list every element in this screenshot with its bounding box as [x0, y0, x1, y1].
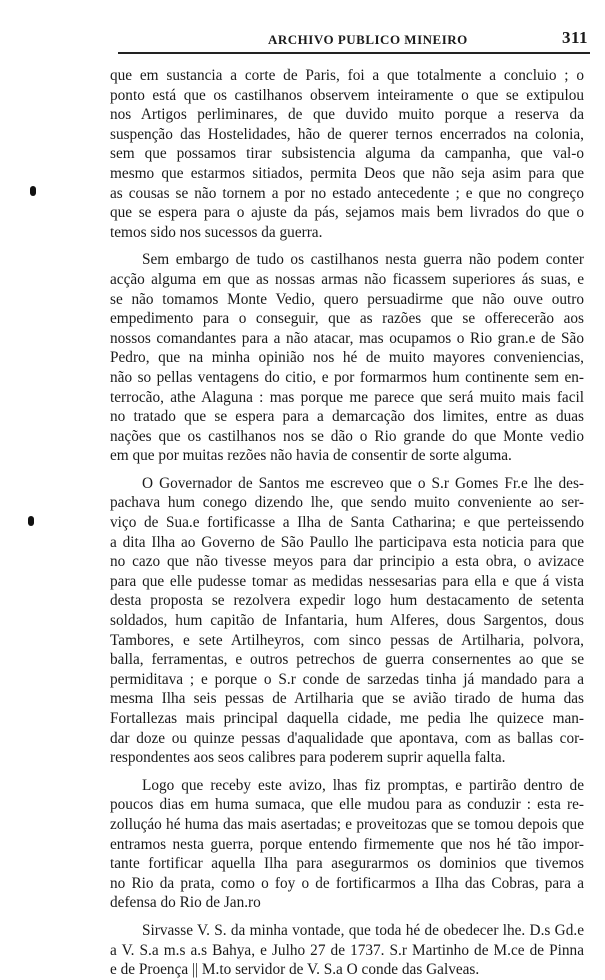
text-line: O Governador de Santos me escreveo que o S.r Gomes Fr.e lhe des- [142, 474, 584, 492]
margin-mark [30, 186, 36, 196]
text-line: respondentes aos seos calibres para poderem suprir aquella falta. [110, 749, 506, 767]
text-line: zolluçáo hé huma das mais asertadas; e proveitozas que se tomou depois que [110, 815, 584, 833]
text-line: tante fortificar aquella Ilha para asegurarmos os dominios que tivemos [110, 855, 584, 873]
text-line: terrocão, athe Alaguna : mas porque me parece que será muito mais facil [110, 388, 584, 406]
text-line: mesma Ilha seis pessas de Artilharia que se avião tirado de huma das [110, 690, 584, 708]
running-header [118, 28, 588, 50]
text-line: nações que os castilhanos nos se dão o Rio grande do que Monte vedio [110, 427, 584, 445]
text-line: entramos nesta guerra, porque entendo firmemente que nos hé tão impor- [110, 835, 584, 853]
text-line: a V. S.a m.s a.s Bahya, e Julho 27 de 1737. S.r Martinho de M.ce de Pinna [110, 941, 584, 959]
text-line: Sirvasse V. S. da minha vontade, que toda hé de obedecer lhe. D.s Gd.e [142, 921, 584, 939]
text-line: desta proposta se rezolvera expedir logo hum destacamento de setenta [110, 592, 584, 610]
text-line: balla, ferramentas, e outros petrechos de guerra consernentes ao que se [110, 651, 584, 669]
text-line: nossos comandantes para a não atacar, mas ocupamos o Rio gran.e de São [110, 329, 584, 347]
text-line: temos sido nos sucessos da guerra. [110, 223, 323, 241]
text-line: no Rio da prata, como o foy o de fortificarmos a Ilha das Cobras, para a [110, 874, 584, 892]
text-line: Pedro, que na minha opinião nos hé de muito mayores conveniencias, [110, 349, 584, 367]
paragraph [110, 66, 584, 242]
text-line: defensa do Rio de Jan.ro [110, 894, 261, 912]
text-line: em que por muitas rezões não havia de consentir de sorte alguma. [110, 447, 512, 465]
text-line: viço de Sua.e fortificasse a Ilha de Santa Catharina; e que perteissendo [110, 514, 584, 532]
text-line: poucos dias em huma sumaca, que elle mudou para as conduzir : esta re- [110, 796, 584, 814]
paragraph [110, 921, 584, 980]
text-line: nos Artigos perliminares, de que duvido muito porque a reserva da [110, 106, 584, 124]
text-line: no tratado que se espera para a demarcação dos limites, entre as duas [110, 408, 584, 426]
paragraph-gap [110, 768, 584, 776]
text-line: a dita Ilha ao Governo de São Paullo lhe participava esta noticia para que [110, 533, 584, 551]
text-line: pachava hum conego dizendo lhe, que sendo muito conveniente ao ser- [110, 494, 584, 512]
text-line: empedimento para o conseguir, que as razões que se offerecerão aos [110, 310, 584, 328]
paragraph [110, 250, 584, 466]
text-line: ponto está que os castilhanos observem inteiramente o que se extipulou [110, 86, 584, 104]
header-title: ARCHIVO PUBLICO MINEIRO [268, 32, 468, 47]
text-line: Fortallezas mais principal daquella cidade, me pedia lhe quizece man- [110, 710, 584, 727]
page-number: 311 [561, 28, 588, 47]
text-line: acção alguma em que as nossas armas não ficassem superiores ás suas, e [110, 270, 584, 288]
text-line: não so pellas ventagens do citio, e por formarmos hum continente sem en- [110, 368, 584, 386]
text-line: que se espera para o ajuste da pás, sejamos mais bem livrados do que o [110, 204, 584, 222]
paragraph-gap [110, 242, 584, 250]
paragraph-gap [110, 913, 584, 921]
text-line: Sem embargo de tudo os castilhanos nesta guerra não podem conter [142, 251, 584, 269]
text-line: mesmo que estarmos sitiados, permita Deos que não seja asim para que [110, 164, 584, 182]
text-line: soldados, hum capitão de Infantaria, hum Alferes, dous Sargentos, dous [110, 612, 584, 630]
text-line: dar doze ou quinze pessas d'aqualidade que apontava, com as ballas cor- [110, 729, 584, 747]
document-body [110, 66, 584, 980]
header-rule [118, 52, 590, 54]
paragraph [110, 776, 584, 913]
text-line: Tambores, e sete Artilheyros, com sinco pessas de Artilharia, polvora, [110, 631, 584, 649]
text-line: para que elle pudesse tomar as medidas nessesarias para ella e que á vista [110, 572, 584, 590]
text-line: e de Proença || M.to servidor de V. S.a O conde das Galveas. [110, 961, 480, 979]
margin-mark [28, 516, 34, 526]
text-line: permiditava ; e porque o S.r conde de sarzedas tinha já mandado para a [110, 670, 584, 688]
text-line: no cazo que não tivesse meyos para dar principio a esta obra, o avizace [110, 553, 584, 571]
text-line: as cousas se não tornem a por no estado antecedente ; e que no congreço [110, 184, 584, 202]
paragraph [110, 474, 584, 768]
text-line: que em sustancia a corte de Paris, foi a que totalmente a concluio ; o [110, 67, 584, 84]
paragraph-gap [110, 466, 584, 474]
text-line: se não tomamos Monte Vedio, quero persuadirme que não ouve outro [110, 290, 584, 308]
text-line: sem que possamos tirar subsistencia alguma da campanha, que val-o [110, 145, 584, 163]
text-line: Logo que receby este avizo, lhas fiz promptas, e partirão dentro de [142, 776, 584, 794]
text-line: suspenção das Hostelidades, hão de querer ternos encerrados na colonia, [110, 125, 584, 143]
